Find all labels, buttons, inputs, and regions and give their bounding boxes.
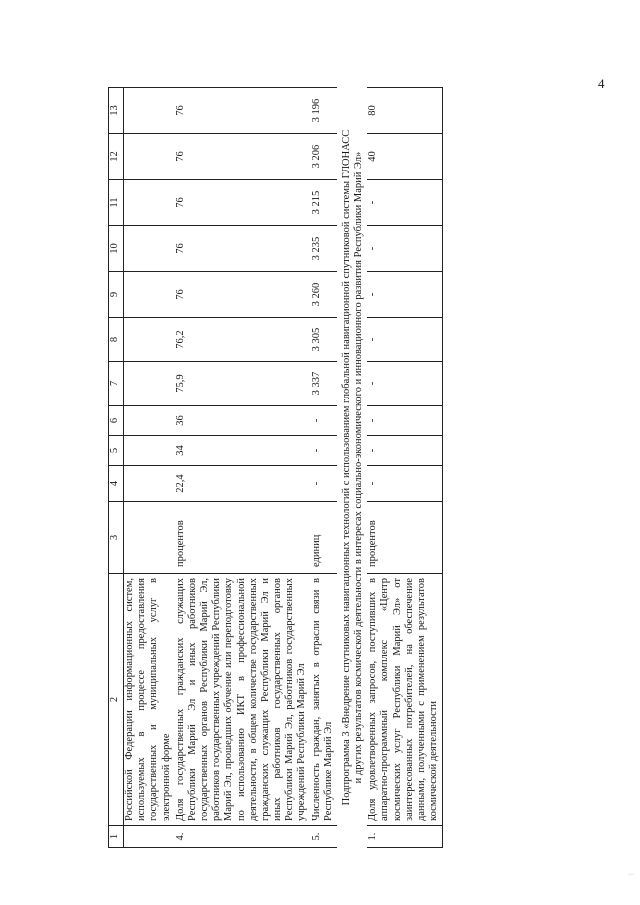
row-value: 3 260 <box>311 272 337 318</box>
row-value: 3 337 <box>311 362 337 406</box>
indicators-table <box>108 87 443 848</box>
row-description: Доля государственных гражданских служащих Республики Марий Эл и иных работников государственных органов Республики Марий Эл, работников государственных учреждений Республики Марий Эл, прошедших обучение или переподготовку по использованию ИКТ в профессиональной деятельности, в общем количестве государственных гражданских служащих Республики Марий Эл и иных работников государственных органов Республики Марий Эл, работников государственных учреждений Республики Марий Эл <box>175 574 311 826</box>
subprogram-title-row <box>337 88 367 848</box>
row-value: 76 <box>175 272 311 318</box>
row-value <box>124 226 175 272</box>
header-cell: 13 <box>109 88 124 134</box>
header-cell: 1 <box>109 826 124 848</box>
row-number <box>124 826 175 848</box>
row-description: Доля удовлетворенных запросов, поступивших в аппаратно-программный комплекс «Центр космических услуг Республики Марий Эл» от заинтересованных потребителей, на обеспечение данными, полученными с применением результатов космической деятельности <box>367 574 443 826</box>
table-row-subprogram-1 <box>367 88 443 848</box>
row-value: 3 196 <box>311 88 337 134</box>
row-value: 36 <box>175 406 311 436</box>
row-unit: единиц <box>311 502 337 574</box>
row-description: Численность граждан, занятых в отрасли связи в Республике Марий Эл <box>311 574 337 826</box>
header-cell: 9 <box>109 272 124 318</box>
table-row-5 <box>311 88 337 848</box>
header-cell: 2 <box>109 574 124 826</box>
table-header-row <box>109 88 124 848</box>
row-value: 76,2 <box>175 318 311 362</box>
row-value <box>124 362 175 406</box>
row-value <box>124 88 175 134</box>
row-value: - <box>367 436 443 466</box>
row-description: Российской Федерации информационных систем, используемых в процессе предоставления государственных и муниципальных услуг в электронной форме <box>124 574 175 826</box>
row-value: 75,9 <box>175 362 311 406</box>
row-value: 76 <box>175 88 311 134</box>
row-value <box>124 406 175 436</box>
header-cell: 12 <box>109 134 124 180</box>
header-cell: 3 <box>109 502 124 574</box>
subprogram-title-line-2: и других результатов космической деятельности в интересах социально-экономического и инновационного развития Республики Марий Эл» <box>353 151 365 784</box>
row-number: 5. <box>311 826 337 848</box>
row-value <box>124 318 175 362</box>
row-number: 1. <box>367 826 443 848</box>
header-cell: 11 <box>109 180 124 226</box>
rotated-table-container <box>108 88 518 848</box>
row-value: - <box>367 226 443 272</box>
header-cell: 4 <box>109 466 124 502</box>
row-value: 34 <box>175 436 311 466</box>
row-value: - <box>311 436 337 466</box>
header-cell: 7 <box>109 362 124 406</box>
row-value: 80 <box>367 88 443 134</box>
row-value: - <box>367 180 443 226</box>
row-number: 4. <box>175 826 311 848</box>
row-value <box>124 134 175 180</box>
header-cell: 5 <box>109 436 124 466</box>
row-value <box>124 180 175 226</box>
page-number: 4 <box>598 76 605 91</box>
row-value: 22,4 <box>175 466 311 502</box>
row-value <box>124 272 175 318</box>
table-row-continuation <box>124 88 175 848</box>
row-value: 3 215 <box>311 180 337 226</box>
row-value: - <box>367 318 443 362</box>
row-unit: процентов <box>175 502 311 574</box>
table-row-4 <box>175 88 311 848</box>
row-value: 40 <box>367 134 443 180</box>
row-value: 3 206 <box>311 134 337 180</box>
row-value: - <box>367 272 443 318</box>
row-value: 3 235 <box>311 226 337 272</box>
scan-edge-mark: ··· <box>628 872 634 878</box>
row-unit: процентов <box>367 502 443 574</box>
row-value <box>124 466 175 502</box>
row-value <box>124 436 175 466</box>
row-value: - <box>311 466 337 502</box>
row-value: 76 <box>175 226 311 272</box>
subprogram-title-line-1: Подпрограмма 3 «Внедрение спутниковых навигационных технологий с использованием глобальной навигационной спутниковой системы ГЛОНАСС <box>340 129 352 806</box>
row-value: - <box>311 406 337 436</box>
header-cell: 10 <box>109 226 124 272</box>
row-value: 76 <box>175 134 311 180</box>
row-value: 3 305 <box>311 318 337 362</box>
row-value: 76 <box>175 180 311 226</box>
row-value: - <box>367 362 443 406</box>
row-value: - <box>367 466 443 502</box>
header-cell: 8 <box>109 318 124 362</box>
row-value: - <box>367 406 443 436</box>
header-cell: 6 <box>109 406 124 436</box>
row-unit <box>124 502 175 574</box>
